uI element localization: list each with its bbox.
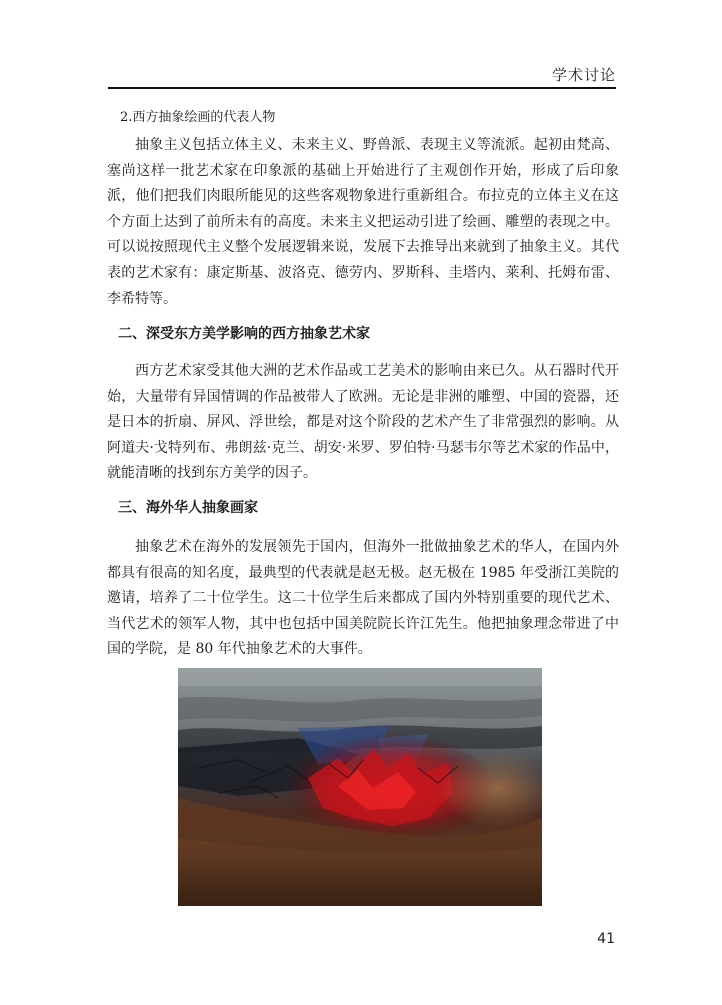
section-heading-eastern-aesthetics: 二、深受东方美学影响的西方抽象艺术家 [118,326,370,342]
header-divider [108,87,616,89]
abstract-painting-figure [178,668,542,906]
paragraph-zao-wou-ki: 抽象艺术在海外的发展领先于国内，但海外一批做抽象艺术的华人，在国内外都具有很高的知名度，最典型的代表就是赵无极。赵无极在 1985 年受浙江美院的邀请，培养了二十位学生。这二十位学生后来都成了国内外特别重要的现代艺术、当代艺术的领军人物，其中也包括中国美院院长许江先生。他把抽象理念带进了中国的学院，是 80 年代抽象艺术的大事件。 [107,539,619,658]
subheading-western-abstract-representatives: 2.西方抽象绘画的代表人物 [120,110,276,125]
page-number: 41 [597,931,615,947]
section-heading-overseas-chinese-painters: 三、海外华人抽象画家 [118,500,258,516]
paragraph-eastern-influence: 西方艺术家受其他大洲的艺术作品或工艺美术的影响由来已久。从石器时代开始，大量带有异国情调的作品被带人了欧洲。无论是非洲的雕塑、中国的瓷器，还是日本的折扇、屏风、浮世绘，都是对这个阶段的艺术产生了非常强烈的影响。从阿道夫·戈特列布、弗朗兹·克兰、胡安·米罗、罗伯特·马瑟韦尔等艺术家的作品中，就能清晰的找到东方美学的因子。 [107,363,619,482]
running-header-title: 学术讨论 [551,66,616,84]
paragraph-abstractionism-schools: 抽象主义包括立体主义、未来主义、野兽派、表现主义等流派。起初由梵高、塞尚这样一批艺术家在印象派的基础上开始进行了主观创作开始，形成了后印象派，他们把我们肉眼所能见的这些客观物象进行重新组合。布拉克的立体主义在这个方面上达到了前所未有的高度。未来主义把运动引进了绘画、雕塑的表现之中。可以说按照现代主义整个发展逻辑来说，发展下去推导出来就到了抽象主义。其代表的艺术家有：康定斯基、波洛克、德劳内、罗斯科、圭塔内、莱利、托姆布雷、李希特等。 [107,137,619,307]
